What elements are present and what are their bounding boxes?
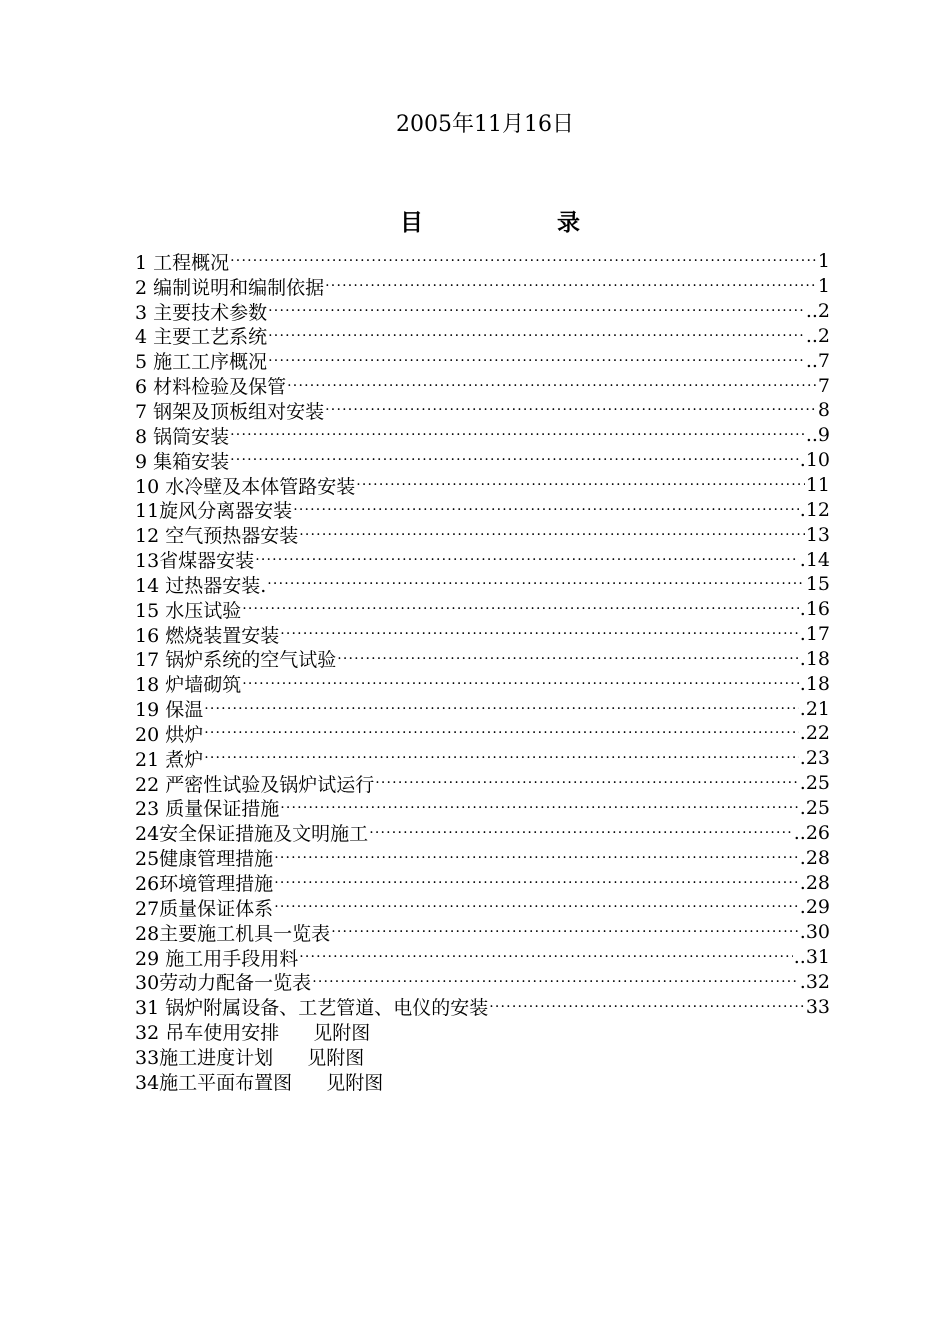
toc-entry-page: ..9: [805, 424, 830, 447]
toc-entry-page: .14: [799, 548, 830, 571]
toc-dot-leader: [204, 725, 799, 741]
toc-entry-label: 17 锅炉系统的空气试验: [135, 649, 337, 672]
toc-entry-page: 15: [805, 573, 830, 596]
toc-dot-leader: [489, 999, 805, 1015]
toc-dot-leader: [293, 502, 799, 518]
toc-entry-label: 22 严密性试验及锅炉试运行: [135, 773, 375, 796]
toc-dot-leader: [299, 949, 793, 965]
toc-entry-label: 27质量保证体系: [135, 897, 274, 920]
toc-entry[interactable]: [135, 945, 830, 970]
toc-entry-label: 18 炉墙砌筑: [135, 674, 242, 697]
toc-entry-page: 1: [817, 250, 830, 273]
toc-entry[interactable]: [135, 671, 830, 696]
toc-entry-label: 7 钢架及顶板组对安装: [135, 400, 325, 423]
toc-dot-leader: [268, 303, 805, 319]
toc-entry[interactable]: [135, 299, 830, 324]
toc-dot-leader: [204, 750, 799, 766]
toc-dot-leader: [375, 775, 799, 791]
toc-entry[interactable]: [135, 324, 830, 349]
toc-dot-leader: [268, 328, 805, 344]
toc-entry[interactable]: [135, 497, 830, 522]
toc-title-char-2: 录: [557, 209, 580, 236]
toc-entry[interactable]: [135, 423, 830, 448]
toc-dot-leader: [325, 402, 817, 418]
toc-entry-page: .30: [799, 921, 830, 944]
toc-entry-label: 3 主要技术参数: [135, 301, 268, 324]
toc-dot-leader: [242, 601, 799, 617]
toc-entry-page: .25: [799, 772, 830, 795]
toc-entry[interactable]: [135, 522, 830, 547]
toc-entry-page: .23: [799, 747, 830, 770]
toc-entry[interactable]: [135, 721, 830, 746]
toc-entry-label: 6 材料检验及保管: [135, 376, 287, 399]
toc-entry-page: .17: [799, 623, 830, 646]
toc-dot-leader: [356, 477, 805, 493]
toc-dot-leader: [280, 626, 799, 642]
toc-entry-page: .12: [799, 498, 830, 521]
toc-dot-leader: [268, 353, 805, 369]
toc-entry-page: 33: [805, 995, 830, 1018]
toc-dot-leader: [287, 378, 817, 394]
toc-entry[interactable]: [135, 597, 830, 622]
toc-entry-label: 21 煮炉: [135, 748, 204, 771]
toc-entry[interactable]: [135, 1019, 830, 1044]
toc-entry-label: 15 水压试验: [135, 599, 242, 622]
toc-entry[interactable]: [135, 448, 830, 473]
toc-entry[interactable]: [135, 994, 830, 1019]
toc-dot-leader: [312, 974, 799, 990]
toc-entry[interactable]: [135, 895, 830, 920]
toc-entry-label: 4 主要工艺系统: [135, 326, 268, 349]
toc-entry-page: 见附图: [326, 1071, 384, 1094]
toc-entry-label: 31 锅炉附属设备、工艺管道、电仪的安装: [135, 997, 489, 1020]
toc-entry[interactable]: [135, 348, 830, 373]
toc-entry-label: 13省煤器安装: [135, 550, 255, 572]
toc-entry-label: 29 施工用手段用料: [135, 947, 299, 970]
toc-entry-page: .10: [799, 449, 830, 472]
toc-entry-page: .16: [799, 598, 830, 621]
toc-entry-label: 23 质量保证措施: [135, 798, 280, 821]
toc-entry[interactable]: [135, 373, 830, 398]
toc-entry-page: ..26: [793, 821, 830, 844]
toc-title-char-1: 目: [400, 209, 423, 236]
toc-entry-label: 2 编制说明和编制依据: [135, 276, 325, 299]
toc-entry[interactable]: [135, 796, 830, 821]
toc-entry[interactable]: [135, 870, 830, 895]
toc-entry-page: 7: [817, 374, 830, 397]
toc-entry[interactable]: [135, 647, 830, 672]
document-date: 2005年11月16日: [396, 112, 574, 137]
toc-entry-label: 1 工程概况: [135, 251, 230, 274]
toc-dot-leader: [230, 253, 817, 269]
toc-entry-label: 26环境管理措施: [135, 873, 274, 895]
toc-entry-label: 24安全保证措施及文明施工: [135, 823, 369, 846]
toc-entry-page: 13: [805, 523, 830, 546]
toc-dot-leader: [230, 452, 799, 468]
toc-entry-label: 5 施工工序概况: [135, 351, 268, 374]
toc-dot-leader: [299, 527, 805, 543]
toc-entry[interactable]: [135, 249, 830, 274]
toc-entry[interactable]: [135, 845, 830, 870]
toc-entry[interactable]: [135, 1069, 830, 1094]
toc-entry-page: ..7: [805, 349, 830, 372]
toc-entry-page: .22: [799, 722, 830, 745]
toc-entry-label: 32 吊车使用安排: [135, 1022, 280, 1044]
toc-dot-leader: [274, 850, 799, 866]
toc-dot-leader: [369, 825, 793, 841]
toc-dot-leader: [242, 676, 799, 692]
toc-entry-page: .28: [799, 871, 830, 894]
toc-entry-page: .21: [799, 697, 830, 720]
toc-entry-page: ..2: [805, 324, 830, 347]
toc-entry-label: 30劳动力配备一览表: [135, 972, 312, 995]
toc-entry[interactable]: [135, 547, 830, 572]
toc-entry[interactable]: [135, 771, 830, 796]
toc-dot-leader: [274, 899, 799, 915]
toc-entry-label: 20 烘炉: [135, 723, 204, 746]
toc-entry-page: 8: [817, 399, 830, 422]
toc-entry-label: 9 集箱安装: [135, 450, 230, 473]
toc-dot-leader: [325, 278, 817, 294]
toc-entry-label: 16 燃烧装置安装: [135, 624, 280, 647]
toc-entry-page: ..31: [793, 946, 830, 969]
toc-entry[interactable]: [135, 473, 830, 498]
toc-entry-page: .28: [799, 846, 830, 869]
toc-entry-label: 12 空气预热器安装: [135, 525, 299, 548]
toc-dot-leader: [274, 875, 799, 891]
toc-dot-leader: [280, 800, 799, 816]
toc-entry[interactable]: [135, 820, 830, 845]
toc-dot-leader: [267, 576, 805, 592]
toc-dot-leader: [337, 651, 799, 667]
toc-entry[interactable]: [135, 572, 830, 597]
toc-entry-label: 11旋风分离器安装: [135, 500, 293, 523]
toc-entry-label: 25健康管理措施: [135, 848, 274, 871]
toc-title: [400, 205, 580, 241]
toc-dot-leader: [331, 924, 799, 940]
toc-entry[interactable]: [135, 1044, 830, 1069]
toc-entry-page: 见附图: [313, 1022, 371, 1044]
toc-entry-page: ..2: [805, 300, 830, 323]
toc-entry-label: 28主要施工机具一览表: [135, 922, 331, 945]
toc-entry[interactable]: [135, 969, 830, 994]
toc-dot-leader: [204, 701, 799, 717]
toc-entry-label: 8 锅筒安装: [135, 425, 230, 448]
toc-entry-page: 11: [805, 474, 830, 497]
toc-entry[interactable]: [135, 920, 830, 945]
toc-dot-leader: [255, 552, 799, 568]
toc-entry-page: .18: [799, 672, 830, 695]
toc-entry[interactable]: [135, 274, 830, 299]
toc-entry-label: 34施工平面布置图: [135, 1071, 293, 1094]
toc-dot-leader: [230, 427, 805, 443]
toc-entry-page: .32: [799, 970, 830, 993]
toc-entry-label: 19 保温: [135, 699, 204, 722]
toc-entry[interactable]: [135, 622, 830, 647]
toc-entry[interactable]: [135, 696, 830, 721]
toc-entry-label: 10 水冷壁及本体管路安装: [135, 475, 356, 498]
toc-entry-page: .25: [799, 796, 830, 819]
toc-entry-label: 33施工进度计划: [135, 1046, 274, 1069]
toc-entry[interactable]: [135, 398, 830, 423]
table-of-contents: [135, 249, 830, 1094]
toc-entry[interactable]: [135, 746, 830, 771]
toc-entry-page: 见附图: [307, 1046, 365, 1069]
toc-entry-page: .29: [799, 896, 830, 919]
toc-entry-page: .18: [799, 647, 830, 670]
toc-entry-label: 14 过热器安装.: [135, 574, 267, 597]
toc-entry-page: 1: [817, 275, 830, 298]
